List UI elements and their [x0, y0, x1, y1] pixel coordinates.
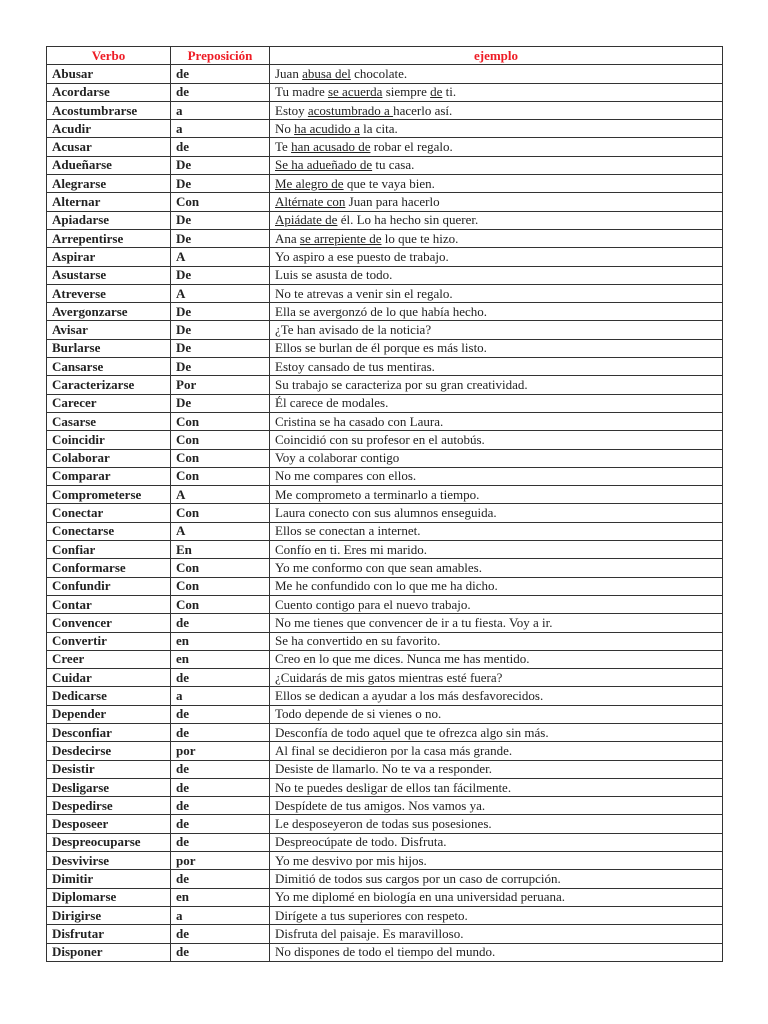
table-row: [47, 248, 723, 266]
example-cell: [270, 888, 723, 906]
example-text: Ella se avergonzó de lo que había hecho.: [275, 303, 488, 319]
table-row: [47, 467, 723, 485]
example-text: Tu madre: [275, 84, 328, 100]
example-text: Voy a colaborar contigo: [275, 450, 400, 466]
example-text: No dispones de todo el tiempo del mundo.: [275, 944, 496, 960]
verb-cell: Burlarse: [47, 339, 171, 357]
column-header-verb: Verbo: [47, 47, 171, 65]
preposition-cell: De: [171, 156, 270, 174]
example-cell: [270, 522, 723, 540]
verb-cell: Carecer: [47, 394, 171, 412]
verb-cell: Disfrutar: [47, 925, 171, 943]
example-cell: [270, 193, 723, 211]
table-row: [47, 650, 723, 668]
preposition-cell: Con: [171, 467, 270, 485]
preposition-cell: A: [171, 522, 270, 540]
table-row: [47, 522, 723, 540]
example-text: Luis se asusta de todo.: [275, 267, 393, 283]
verb-cell: Asustarse: [47, 266, 171, 284]
example-text: Juan: [275, 65, 303, 81]
preposition-cell: por: [171, 852, 270, 870]
table-row: [47, 778, 723, 796]
preposition-cell: Por: [171, 376, 270, 394]
verb-cell: Comprometerse: [47, 486, 171, 504]
example-cell: [270, 65, 723, 83]
preposition-cell: De: [171, 394, 270, 412]
preposition-cell: Con: [171, 431, 270, 449]
table-row: [47, 852, 723, 870]
example-cell: [270, 742, 723, 760]
example-text: Juan para hacerlo: [345, 194, 440, 210]
table-row: [47, 339, 723, 357]
example-cell: [270, 778, 723, 796]
example-text: No te atrevas a venir sin el regalo.: [275, 285, 453, 301]
preposition-cell: De: [171, 266, 270, 284]
verb-cell: Acusar: [47, 138, 171, 156]
preposition-cell: de: [171, 815, 270, 833]
table-row: [47, 632, 723, 650]
example-underlined-text: se acuerda: [327, 84, 383, 100]
verb-cell: Acostumbrarse: [47, 101, 171, 119]
table-row: [47, 614, 723, 632]
example-cell: [270, 852, 723, 870]
verb-cell: Convencer: [47, 614, 171, 632]
example-cell: [270, 376, 723, 394]
verb-cell: Apiadarse: [47, 211, 171, 229]
verb-cell: Convertir: [47, 632, 171, 650]
table-row: [47, 486, 723, 504]
example-text: Ellos se burlan de él porque es más listo.: [275, 340, 487, 356]
example-text: Ellos se conectan a internet.: [275, 523, 421, 539]
example-cell: [270, 83, 723, 101]
preposition-cell: a: [171, 120, 270, 138]
example-cell: [270, 120, 723, 138]
table-row: [47, 284, 723, 302]
preposition-cell: Con: [171, 193, 270, 211]
preposition-cell: de: [171, 797, 270, 815]
example-cell: [270, 925, 723, 943]
verb-cell: Contar: [47, 595, 171, 613]
table-row: [47, 541, 723, 559]
example-text: Despídete de tus amigos. Nos vamos ya.: [275, 797, 486, 813]
verb-cell: Conformarse: [47, 559, 171, 577]
verb-cell: Desposeer: [47, 815, 171, 833]
example-cell: [270, 211, 723, 229]
preposition-cell: de: [171, 65, 270, 83]
table-row: [47, 577, 723, 595]
verb-cell: Creer: [47, 650, 171, 668]
column-header-preposition: Preposición: [171, 47, 270, 65]
table-row: [47, 376, 723, 394]
example-cell: [270, 303, 723, 321]
preposition-cell: En: [171, 541, 270, 559]
preposition-cell: De: [171, 358, 270, 376]
table-row: [47, 742, 723, 760]
example-text: Estoy cansado de tus mentiras.: [275, 358, 435, 374]
example-underlined-text: acostumbrado a: [307, 102, 394, 118]
example-text: No: [275, 120, 295, 136]
table-row: [47, 138, 723, 156]
example-text: Disfruta del paisaje. Es maravilloso.: [275, 925, 464, 941]
preposition-cell: Con: [171, 595, 270, 613]
example-cell: [270, 175, 723, 193]
example-cell: [270, 394, 723, 412]
example-cell: [270, 504, 723, 522]
example-text: Él carece de modales.: [275, 395, 389, 411]
example-underlined-text: han acusado de: [291, 139, 371, 155]
example-underlined-text: Altérnate con: [275, 194, 346, 210]
example-text: Le desposeyeron de todas sus posesiones.: [275, 816, 492, 832]
verb-cell: Despedirse: [47, 797, 171, 815]
verb-preposition-table: [46, 46, 723, 962]
table-row: [47, 925, 723, 943]
example-text: Despreocúpate de todo. Disfruta.: [275, 834, 447, 850]
table-row: [47, 705, 723, 723]
example-underlined-text: Se ha adueñado de: [275, 157, 373, 173]
example-underlined-text: de: [430, 84, 443, 100]
preposition-cell: de: [171, 705, 270, 723]
example-cell: [270, 577, 723, 595]
example-cell: [270, 723, 723, 741]
preposition-cell: Con: [171, 559, 270, 577]
example-text: que te vaya bien.: [343, 175, 435, 191]
example-text: siempre: [382, 84, 431, 100]
example-text: robar el regalo.: [370, 139, 453, 155]
verb-cell: Acordarse: [47, 83, 171, 101]
example-cell: [270, 229, 723, 247]
verb-cell: Coincidir: [47, 431, 171, 449]
verb-cell: Alternar: [47, 193, 171, 211]
table-row: [47, 321, 723, 339]
verb-cell: Diplomarse: [47, 888, 171, 906]
table-row: [47, 101, 723, 119]
preposition-cell: de: [171, 778, 270, 796]
example-text: Confío en ti. Eres mi marido.: [275, 541, 428, 557]
verb-cell: Atreverse: [47, 284, 171, 302]
table-row: [47, 870, 723, 888]
table-row: [47, 358, 723, 376]
table-row: [47, 595, 723, 613]
example-cell: [270, 248, 723, 266]
table-row: [47, 431, 723, 449]
verb-cell: Adueñarse: [47, 156, 171, 174]
example-text: lo que te hizo.: [381, 230, 459, 246]
table-row: [47, 815, 723, 833]
example-text: ¿Cuidarás de mis gatos mientras esté fuera?: [275, 669, 503, 685]
verb-cell: Desvivirse: [47, 852, 171, 870]
preposition-cell: en: [171, 632, 270, 650]
example-text: ti.: [442, 84, 457, 100]
example-text: Desconfía de todo aquel que te ofrezca algo sin más.: [275, 724, 549, 740]
verb-cell: Colaborar: [47, 449, 171, 467]
example-cell: [270, 321, 723, 339]
example-text: Me he confundido con lo que me ha dicho.: [275, 578, 498, 594]
example-cell: [270, 486, 723, 504]
example-text: Creo en lo que me dices. Nunca me has mentido.: [275, 651, 530, 667]
table-row: [47, 303, 723, 321]
table-row: [47, 559, 723, 577]
example-cell: [270, 138, 723, 156]
example-cell: [270, 266, 723, 284]
verb-cell: Alegrarse: [47, 175, 171, 193]
example-text: Te: [275, 139, 292, 155]
verb-cell: Avergonzarse: [47, 303, 171, 321]
example-text: No me compares con ellos.: [275, 468, 417, 484]
preposition-cell: en: [171, 650, 270, 668]
example-cell: [270, 797, 723, 815]
example-cell: [270, 943, 723, 961]
example-underlined-text: se arrepiente de: [299, 230, 382, 246]
verb-cell: Caracterizarse: [47, 376, 171, 394]
verb-cell: Dimitir: [47, 870, 171, 888]
example-text: Al final se decidieron por la casa más grande.: [275, 742, 513, 758]
example-text: hacerlo así.: [393, 102, 453, 118]
table-row: [47, 156, 723, 174]
preposition-cell: a: [171, 906, 270, 924]
example-cell: [270, 595, 723, 613]
table-row: [47, 229, 723, 247]
example-cell: [270, 559, 723, 577]
preposition-cell: en: [171, 888, 270, 906]
preposition-cell: de: [171, 925, 270, 943]
table-row: [47, 906, 723, 924]
preposition-cell: de: [171, 83, 270, 101]
example-cell: [270, 156, 723, 174]
verb-cell: Avisar: [47, 321, 171, 339]
example-cell: [270, 760, 723, 778]
example-cell: [270, 284, 723, 302]
example-cell: [270, 669, 723, 687]
example-text: él. Lo ha hecho sin querer.: [337, 212, 479, 228]
verb-cell: Confiar: [47, 541, 171, 559]
example-text: tu casa.: [372, 157, 415, 173]
example-text: Yo me desvivo por mis hijos.: [275, 852, 427, 868]
example-text: la cita.: [359, 120, 398, 136]
verb-cell: Despreocuparse: [47, 833, 171, 851]
example-text: Coincidió con su profesor en el autobús.: [275, 431, 485, 447]
example-cell: [270, 815, 723, 833]
preposition-cell: de: [171, 760, 270, 778]
example-cell: [270, 687, 723, 705]
preposition-cell: Con: [171, 412, 270, 430]
example-cell: [270, 632, 723, 650]
table-row: [47, 797, 723, 815]
example-text: Ellos se dedican a ayudar a los más desfavorecidos.: [275, 688, 544, 704]
example-cell: [270, 541, 723, 559]
table-row: [47, 888, 723, 906]
example-cell: [270, 870, 723, 888]
verb-cell: Acudir: [47, 120, 171, 138]
preposition-cell: de: [171, 614, 270, 632]
table-row: [47, 266, 723, 284]
example-cell: [270, 339, 723, 357]
example-cell: [270, 412, 723, 430]
verb-cell: Confundir: [47, 577, 171, 595]
verb-cell: Dirigirse: [47, 906, 171, 924]
preposition-cell: De: [171, 303, 270, 321]
example-text: chocolate.: [350, 65, 408, 81]
example-underlined-text: Me alegro de: [275, 175, 344, 191]
column-header-example: ejemplo: [270, 47, 723, 65]
preposition-cell: a: [171, 101, 270, 119]
table-row: [47, 83, 723, 101]
example-text: Ana: [275, 230, 300, 246]
example-text: Se ha convertido en su favorito.: [275, 633, 441, 649]
verb-cell: Arrepentirse: [47, 229, 171, 247]
table-row: [47, 65, 723, 83]
verb-cell: Conectar: [47, 504, 171, 522]
example-underlined-text: ha acudido a: [294, 120, 360, 136]
preposition-cell: de: [171, 870, 270, 888]
table-row: [47, 211, 723, 229]
table-row: [47, 175, 723, 193]
table-row: [47, 193, 723, 211]
example-text: Estoy: [275, 102, 308, 118]
verb-cell: Desdecirse: [47, 742, 171, 760]
verb-cell: Abusar: [47, 65, 171, 83]
preposition-cell: de: [171, 833, 270, 851]
table-row: [47, 412, 723, 430]
preposition-cell: a: [171, 687, 270, 705]
verb-cell: Casarse: [47, 412, 171, 430]
example-text: Dimitió de todos sus cargos por un caso de corrupción.: [275, 871, 561, 886]
verb-cell: Cuidar: [47, 669, 171, 687]
example-cell: [270, 833, 723, 851]
table-body: [47, 65, 723, 962]
verb-cell: Desligarse: [47, 778, 171, 796]
example-text: Todo depende de si vienes o no.: [275, 706, 442, 722]
table-row: [47, 943, 723, 961]
verb-cell: Depender: [47, 705, 171, 723]
example-text: No te puedes desligar de ellos tan fácilmente.: [275, 779, 512, 795]
example-text: Cristina se ha casado con Laura.: [275, 413, 444, 429]
example-text: Yo aspiro a ese puesto de trabajo.: [275, 248, 449, 264]
preposition-cell: De: [171, 321, 270, 339]
verb-cell: Disponer: [47, 943, 171, 961]
example-text: Laura conecto con sus alumnos enseguida.: [275, 505, 497, 521]
example-text: Me comprometo a terminarlo a tiempo.: [275, 486, 480, 502]
example-text: Cuento contigo para el nuevo trabajo.: [275, 596, 471, 612]
verb-cell: Aspirar: [47, 248, 171, 266]
preposition-cell: de: [171, 138, 270, 156]
preposition-cell: por: [171, 742, 270, 760]
verb-cell: Cansarse: [47, 358, 171, 376]
table-row: [47, 687, 723, 705]
example-cell: [270, 101, 723, 119]
table-header-row: [47, 47, 723, 65]
example-cell: [270, 358, 723, 376]
verb-cell: Conectarse: [47, 522, 171, 540]
table-row: [47, 120, 723, 138]
preposition-cell: Con: [171, 504, 270, 522]
preposition-cell: A: [171, 284, 270, 302]
preposition-cell: De: [171, 175, 270, 193]
table-row: [47, 504, 723, 522]
example-text: No me tienes que convencer de ir a tu fiesta. Voy a ir.: [275, 614, 553, 630]
preposition-cell: Con: [171, 449, 270, 467]
table-row: [47, 394, 723, 412]
example-cell: [270, 467, 723, 485]
preposition-cell: de: [171, 723, 270, 741]
example-cell: [270, 650, 723, 668]
preposition-cell: A: [171, 248, 270, 266]
example-text: Dirígete a tus superiores con respeto.: [275, 907, 468, 923]
table-row: [47, 723, 723, 741]
verb-cell: Desconfiar: [47, 723, 171, 741]
example-cell: [270, 431, 723, 449]
example-cell: [270, 614, 723, 632]
preposition-cell: De: [171, 211, 270, 229]
example-text: Su trabajo se caracteriza por su gran creatividad.: [275, 376, 528, 392]
example-cell: [270, 705, 723, 723]
example-text: Yo me conformo con que sean amables.: [275, 559, 482, 575]
preposition-cell: De: [171, 339, 270, 357]
example-underlined-text: abusa del: [302, 65, 351, 81]
example-cell: [270, 906, 723, 924]
table-row: [47, 449, 723, 467]
preposition-cell: de: [171, 669, 270, 687]
example-text: Desiste de llamarlo. No te va a responder.: [275, 761, 492, 777]
example-underlined-text: Apiádate de: [275, 212, 338, 228]
preposition-cell: Con: [171, 577, 270, 595]
example-text: ¿Te han avisado de la noticia?: [275, 322, 432, 338]
table-row: [47, 833, 723, 851]
example-text: Yo me diplomé en biología en una universidad peruana.: [275, 889, 566, 905]
verb-cell: Comparar: [47, 467, 171, 485]
preposition-cell: A: [171, 486, 270, 504]
example-cell: [270, 449, 723, 467]
table-row: [47, 760, 723, 778]
verb-cell: Dedicarse: [47, 687, 171, 705]
preposition-cell: De: [171, 229, 270, 247]
verb-cell: Desistir: [47, 760, 171, 778]
table-row: [47, 669, 723, 687]
preposition-cell: de: [171, 943, 270, 961]
